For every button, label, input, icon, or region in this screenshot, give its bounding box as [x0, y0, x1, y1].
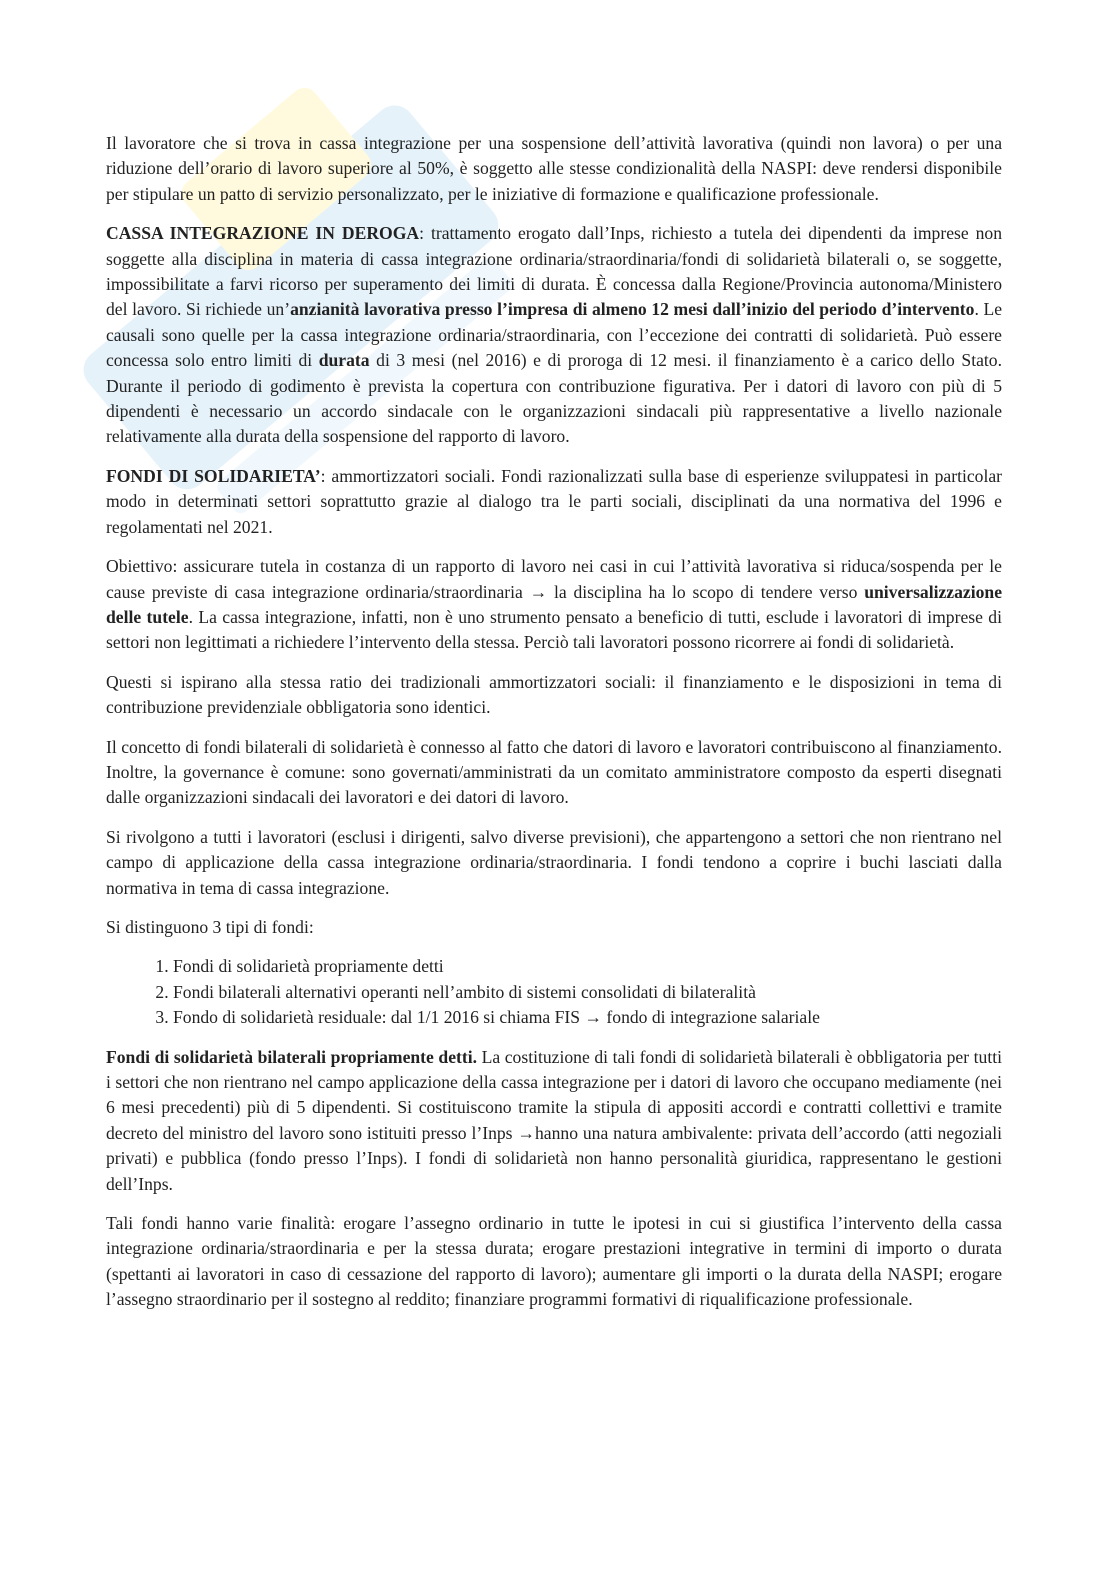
- text-segment: . Le causali sono quelle per la cassa integrazione ordinaria/straordinaria, con l’eccezione dei contratti di solidarietà. Può essere concessa solo entro limiti di: [106, 299, 1002, 371]
- text-segment: Questi si ispirano alla stessa ratio dei tradizionali ammortizzatori sociali: il finanziamento e le disposizioni in tema di contribuzione previdenziale obbligatoria sono identici.: [106, 671, 1002, 718]
- text-segment: Si distinguono 3 tipi di fondi:: [106, 916, 314, 937]
- text-segment: di 3 mesi (nel 2016) e di proroga di 12 mesi. il finanziamento è a carico dello Stato. Durante il periodo di godimento è prevista la copertura con contribuzione figurativa. Per i datori di lavoro con più di 5 dipendenti è necessario un accordo sindacale con le organizzazioni sindacali più rappresentative a livello nazionale relativamente alla durata della sospensione del rapporto di lavoro.: [106, 350, 1002, 447]
- list-item: 2. Fondi bilaterali alternativi operanti nell’ambito di sistemi consolidati di bilateralità: [173, 980, 1002, 1005]
- bold-text: anzianità lavorativa presso l’impresa di almeno 12 mesi dall’inizio del periodo d’intervento: [290, 299, 975, 320]
- paragraph: [106, 554, 1002, 656]
- text-segment: : trattamento erogato dall’Inps, richiesto a tutela dei dipendenti da imprese non soggette alla disciplina in materia di cassa integrazione ordinaria/straordinaria/fondi di solidarietà bilaterali o, se soggette, impossibilitate a farvi ricorso per superamento dei limiti di durata. È concessa dalla Regione/Provincia autonoma/Ministero del lavoro. Si richiede un’: [106, 223, 1002, 320]
- paragraph: [106, 915, 1002, 940]
- list-item: 3. Fondo di solidarietà residuale: dal 1/1 2016 si chiama FIS → fondo di integrazione salariale: [173, 1005, 1002, 1030]
- paragraph: [106, 1045, 1002, 1197]
- fund-types-list: [106, 954, 1002, 1030]
- text-segment: La costituzione di tali fondi di solidarietà bilaterali è obbligatoria per tutti i settori che non rientrano nel campo applicazione della cassa integrazione per i datori di lavoro che occupano mediamente (nei 6 mesi precedenti) più di 5 dipendenti. Si costituiscono tramite la stipula di appositi accordi e contratti collettivi e tramite decreto del ministro del lavoro sono istituiti presso l’Inps →hanno una natura ambivalente: privata dell’accordo (atti negoziali privati) e pubblica (fondo presso l’Inps). I fondi di solidarietà non hanno personalità giuridica, rappresentano le gestioni dell’Inps.: [106, 1046, 1002, 1194]
- paragraph: [106, 131, 1002, 207]
- text-segment: Obiettivo: assicurare tutela in costanza di un rapporto di lavoro nei casi in cui l’attività lavorativa si riduca/sospenda per le cause previste di casa integrazione ordinaria/straordinaria → la disciplina ha lo scopo di tendere verso: [106, 556, 1002, 602]
- list-item: 1. Fondi di solidarietà propriamente detti: [173, 954, 1002, 979]
- bold-text: CASSA INTEGRAZIONE IN DEROGA: [106, 223, 420, 244]
- text-segment: : ammortizzatori sociali. Fondi razionalizzati sulla base di esperienze sviluppatesi in particolar modo in determinati settori soprattutto grazie al dialogo tra le parti sociali, disciplinati da una normativa del 1996 e regolamentati nel 2021.: [106, 465, 1003, 537]
- paragraph: [106, 735, 1002, 811]
- paragraph: [106, 1211, 1002, 1313]
- text-segment: Il concetto di fondi bilaterali di solidarietà è connesso al fatto che datori di lavoro e lavoratori contribuiscono al finanziamento. Inoltre, la governance è comune: sono governati/amministrati da un comitato amministratore composto da esperti disegnati dalle organizzazioni sindacali dei lavoratori e dei datori di lavoro.: [106, 736, 1002, 808]
- bold-text: FONDI DI SOLIDARIETA’: [106, 465, 321, 486]
- bold-text: universalizzazione delle tutele: [106, 581, 1002, 627]
- document-page: [106, 131, 1002, 1327]
- paragraph: [106, 464, 1002, 540]
- text-segment: Si rivolgono a tutti i lavoratori (esclusi i dirigenti, salvo diverse previsioni), che appartengono a settori che non rientrano nel campo di applicazione della cassa integrazione ordinaria/straordinaria. I fondi tendono a coprire i buchi lasciati dalla normativa in tema di cassa integrazione.: [106, 826, 1002, 898]
- paragraphs-top: [106, 131, 1002, 940]
- paragraph: [106, 670, 1002, 721]
- paragraph: [106, 825, 1002, 901]
- paragraphs-bottom: [106, 1045, 1002, 1313]
- text-segment: . La cassa integrazione, infatti, non è uno strumento pensato a beneficio di tutti, esclude i lavoratori di imprese di settori non legittimati a richiedere l’intervento della stessa. Perciò tali lavoratori possono ricorrere ai fondi di solidarietà.: [106, 606, 1002, 653]
- text-segment: Tali fondi hanno varie finalità: erogare l’assegno ordinario in tutte le ipotesi in cui si giustifica l’intervento della cassa integrazione ordinaria/straordinaria e per la stessa durata; erogare prestazioni integrative in termini di importo o durata (spettanti ai lavoratori in caso di cessazione del rapporto di lavoro); aumentare gli importi o la durata della NASPI; erogare l’assegno straordinario per il sostegno al reddito; finanziare programmi formativi di riqualificazione professionale.: [106, 1213, 1002, 1310]
- bold-text: durata: [318, 350, 370, 371]
- text-segment: Il lavoratore che si trova in cassa integrazione per una sospensione dell’attività lavorativa (quindi non lavora) o per una riduzione dell’orario di lavoro superiore al 50%, è soggetto alle stesse condizionalità della NASPI: deve rendersi disponibile per stipulare un patto di servizio personalizzato, per le iniziative di formazione e qualificazione professionale.: [106, 133, 1002, 204]
- paragraph: [106, 221, 1002, 450]
- bold-text: Fondi di solidarietà bilaterali propriamente detti.: [106, 1046, 478, 1067]
